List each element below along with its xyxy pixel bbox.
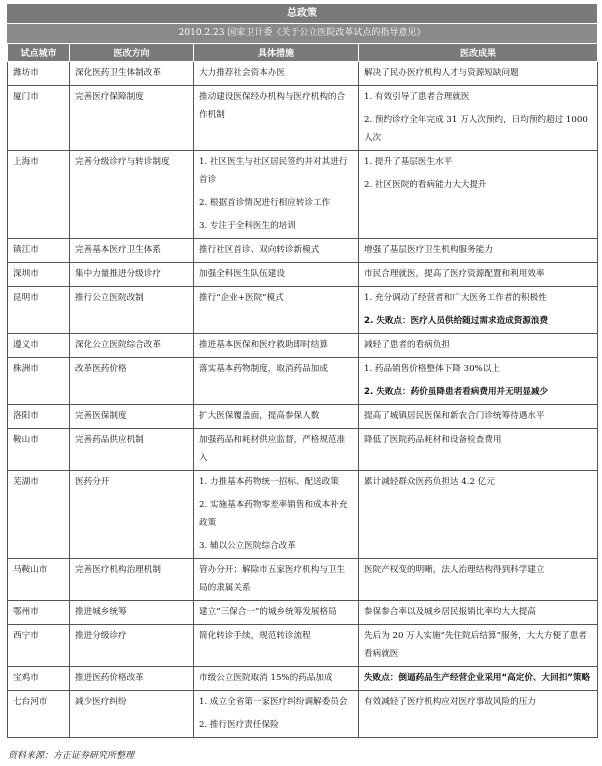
- table-row: [8, 358, 598, 405]
- result-item-failure: 2. 失败点：药价虽降患者看病费用并无明显减少: [364, 387, 549, 397]
- table-row: [8, 429, 598, 471]
- cell-city: 马鞍山市: [8, 559, 70, 601]
- cell-direction: 推进城乡统筹: [70, 601, 194, 625]
- table-title: 总政策: [7, 4, 597, 23]
- cell-city: 厦门市: [8, 86, 70, 151]
- cell-direction: 推进医药价格改革: [70, 667, 194, 691]
- measure-item: 推进基本医保和医疗救助即时结算: [199, 340, 328, 350]
- measure-item: 推行“企业+医院”模式: [199, 293, 284, 303]
- cell-direction: 深化医药卫生体制改革: [70, 62, 194, 86]
- cell-measures: [194, 601, 359, 625]
- result-item: 解决了民办医疗机构人才与资源短缺问题: [364, 68, 519, 78]
- result-item: 提高了城镇居民医保和新农合门诊统筹待遇水平: [364, 411, 545, 421]
- header-direction: 医改方向: [70, 44, 194, 62]
- cell-direction: 完善药品供应机制: [70, 429, 194, 471]
- cell-measures: [194, 429, 359, 471]
- result-item: 参保参合率以及城乡居民报销比率均大大提高: [364, 607, 536, 617]
- cell-direction: 推行公立医院改制: [70, 287, 194, 334]
- measure-item: 2. 根据首诊情况进行相应转诊工作: [199, 198, 331, 208]
- source-note: 资料来源：方正证券研究所整理: [8, 751, 135, 761]
- result-item-failure: 2. 失败点：医疗人员供给随过需求造成资源浪费: [364, 316, 549, 326]
- measure-item: 推动建设医保经办机构与医疗机构的合作机制: [199, 92, 346, 120]
- result-item: 增强了基层医疗卫生机构服务能力: [364, 245, 493, 255]
- table-row: [8, 239, 598, 263]
- table-row: [8, 471, 598, 559]
- cell-measures: [194, 691, 359, 738]
- measure-item: 2. 实施基本药物零差率销售和成本补充政策: [199, 500, 348, 528]
- table-row: [8, 62, 598, 86]
- table-row: [8, 691, 598, 738]
- cell-results: [359, 86, 598, 151]
- cell-results: [359, 151, 598, 239]
- measure-item: 管办分开；解除市五家医疗机构与卫生局的隶属关系: [199, 565, 346, 593]
- cell-city: 宝鸡市: [8, 667, 70, 691]
- measure-item: 落实基本药物制度，取消药品加成: [199, 364, 328, 374]
- cell-measures: [194, 287, 359, 334]
- result-item: 先后为 20 万人实施“先住院后结算”服务，大大方便了患者看病就医: [364, 631, 587, 659]
- table-row: [8, 263, 598, 287]
- cell-results: [359, 334, 598, 358]
- cell-results: [359, 625, 598, 667]
- cell-city: 镇江市: [8, 239, 70, 263]
- cell-measures: [194, 263, 359, 287]
- result-item: 市民合理就医，提高了医疗资源配置和利用效率: [364, 269, 545, 279]
- cell-results: [359, 287, 598, 334]
- cell-direction: 集中力量推进分级诊疗: [70, 263, 194, 287]
- cell-direction: 完善医疗保障制度: [70, 86, 194, 151]
- cell-measures: [194, 405, 359, 429]
- table-row: [8, 601, 598, 625]
- result-item: 1. 有效引导了患者合理就医: [364, 92, 470, 102]
- table-row: [8, 667, 598, 691]
- table-subtitle: 2010.2.23 国家卫计委《关于公立医院改革试点的指导意见》: [7, 23, 597, 43]
- result-item: 有效减轻了医疗机构应对医疗事故风险的压力: [364, 697, 536, 707]
- cell-measures: [194, 334, 359, 358]
- result-item: 累计减轻群众医药负担达 4.2 亿元: [364, 477, 495, 487]
- table-row: [8, 559, 598, 601]
- cell-measures: [194, 86, 359, 151]
- cell-results: [359, 239, 598, 263]
- result-item: 1. 提升了基层医生水平: [364, 157, 453, 167]
- measure-item: 1. 力推基本药物统一招标、配送政策: [199, 477, 339, 487]
- header-row: [8, 44, 598, 62]
- table-row: [8, 86, 598, 151]
- cell-city: 深圳市: [8, 263, 70, 287]
- cell-city: 遵义市: [8, 334, 70, 358]
- header-measures: 具体措施: [194, 44, 359, 62]
- cell-city: 洛阳市: [8, 405, 70, 429]
- cell-measures: [194, 239, 359, 263]
- cell-results: [359, 667, 598, 691]
- result-item: 1. 充分调动了经营者和广大医务工作者的积极性: [364, 293, 547, 303]
- cell-direction: 医药分开: [70, 471, 194, 559]
- cell-results: [359, 263, 598, 287]
- cell-results: [359, 471, 598, 559]
- cell-city: 西宁市: [8, 625, 70, 667]
- header-city: 试点城市: [8, 44, 70, 62]
- cell-results: [359, 429, 598, 471]
- cell-results: [359, 405, 598, 429]
- cell-city: 芜湖市: [8, 471, 70, 559]
- cell-direction: 完善医疗机构治理机制: [70, 559, 194, 601]
- cell-measures: [194, 471, 359, 559]
- measure-item: 3. 辅以公立医院综合改革: [199, 541, 296, 551]
- measure-item: 1. 成立全省第一家医疗纠纷调解委员会: [199, 697, 348, 707]
- result-item: 2. 社区医院的看病能力大大提升: [364, 180, 487, 190]
- header-results: 医改成果: [359, 44, 598, 62]
- measure-item: 大力推荐社会资本办医: [199, 68, 285, 78]
- cell-direction: 深化公立医院综合改革: [70, 334, 194, 358]
- cell-city: 七台河市: [8, 691, 70, 738]
- cell-city: 上海市: [8, 151, 70, 239]
- cell-results: [359, 358, 598, 405]
- cell-measures: [194, 358, 359, 405]
- cell-measures: [194, 559, 359, 601]
- cell-direction: 完善分级诊疗与转诊制度: [70, 151, 194, 239]
- cell-city: 株洲市: [8, 358, 70, 405]
- table-row: [8, 405, 598, 429]
- table-row: [8, 151, 598, 239]
- cell-measures: [194, 667, 359, 691]
- measure-item: 3. 专注于全科医生的培训: [199, 221, 296, 231]
- measure-item: 建立“三保合一”的城乡统筹发展格局: [199, 607, 337, 617]
- cell-direction: 改革医药价格: [70, 358, 194, 405]
- cell-direction: 推进分级诊疗: [70, 625, 194, 667]
- measure-item: 市级公立医院取消 15%的药品加成: [199, 673, 333, 683]
- cell-results: [359, 691, 598, 738]
- table-row: [8, 334, 598, 358]
- policy-table-container: [7, 4, 597, 738]
- result-item: 医院产权变的明晰，法人治理结构得到科学建立: [364, 565, 545, 575]
- cell-direction: 完善基本医疗卫生体系: [70, 239, 194, 263]
- measure-item: 2. 推行医疗责任保险: [199, 720, 279, 730]
- measure-item: 简化转诊手续，规范转诊流程: [199, 631, 311, 641]
- measure-item: 1. 社区医生与社区居民签约并对其进行首诊: [199, 157, 348, 185]
- measure-item: 加强药品和耗材供应监督，严格规范准入: [199, 435, 346, 463]
- table-body: [8, 62, 598, 738]
- cell-results: [359, 601, 598, 625]
- measure-item: 推行社区首诊、双向转诊新模式: [199, 245, 320, 255]
- reform-pilot-table: [7, 43, 598, 738]
- cell-results: [359, 62, 598, 86]
- result-item: 2. 预约诊疗全年完成 31 万人次预约，日均预约超过 1000 人次: [364, 115, 588, 143]
- cell-measures: [194, 151, 359, 239]
- cell-city: 潍坊市: [8, 62, 70, 86]
- cell-city: 鞍山市: [8, 429, 70, 471]
- cell-direction: 完善医保制度: [70, 405, 194, 429]
- cell-measures: [194, 625, 359, 667]
- cell-city: 昆明市: [8, 287, 70, 334]
- cell-results: [359, 559, 598, 601]
- measure-item: 加强全科医生队伍建设: [199, 269, 285, 279]
- result-item: 降低了医院药品耗材和设备检查费用: [364, 435, 502, 445]
- cell-direction: 减少医疗纠纷: [70, 691, 194, 738]
- table-row: [8, 625, 598, 667]
- table-row: [8, 287, 598, 334]
- result-item-failure: 失败点：倒逼药品生产经营企业采用“高定价、大回扣”策略: [364, 673, 591, 683]
- cell-city: 鄂州市: [8, 601, 70, 625]
- result-item: 减轻了患者的看病负担: [364, 340, 450, 350]
- cell-measures: [194, 62, 359, 86]
- result-item: 1. 药品销售价格整体下降 30%以上: [364, 364, 500, 374]
- measure-item: 扩大医保覆盖面，提高参保人数: [199, 411, 320, 421]
